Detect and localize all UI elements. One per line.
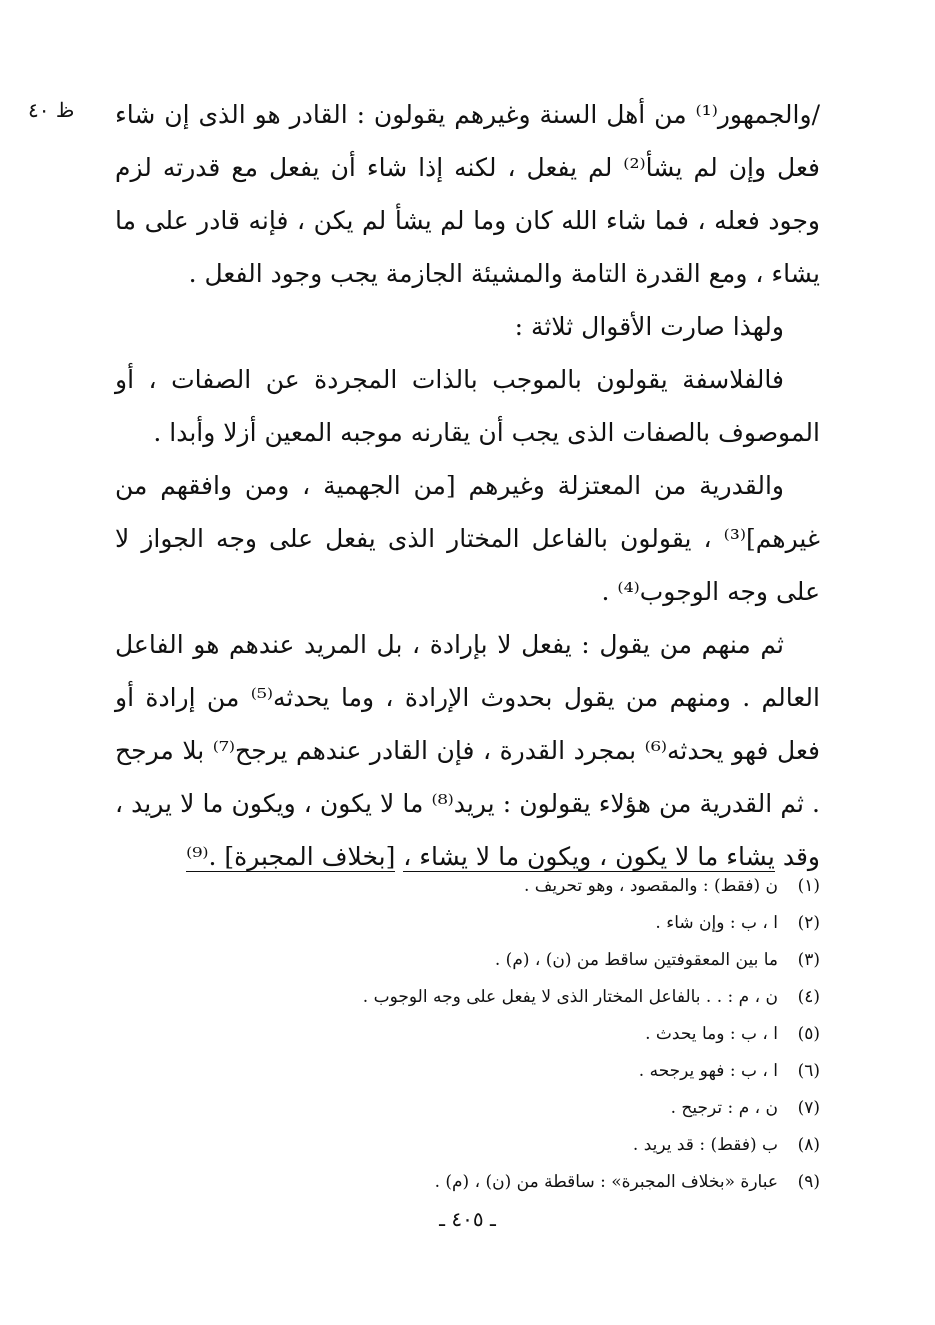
footnote-text: ب (فقط) : قد يريد .	[632, 1135, 778, 1155]
footnote-number: (٣)	[797, 950, 820, 970]
footnote-number: (٨)	[797, 1135, 820, 1155]
page-number	[0, 1207, 935, 1231]
paragraph-4: والقدرية من المعتزلة وغيرهم [من الجهمية ، ومن وافقهم من غيرهم]⁽³⁾ ، يقولون بالفاعل المختار الذى يفعل على وجه الجواز لا على وجه الوجوب⁽⁴⁾ .	[115, 471, 820, 606]
footnote-number: (٦)	[797, 1061, 820, 1081]
footnote-number: (٧)	[797, 1098, 820, 1118]
paragraph-5	[115, 618, 820, 883]
footnote-item	[115, 1016, 820, 1053]
footnote-number: (٥)	[797, 1024, 820, 1044]
footnote-text: ما بين المعقوفتين ساقط من (ن) ، (م) .	[494, 950, 778, 970]
underlined-bracket: [بخلاف المجبرة] .⁽⁹⁾	[186, 842, 396, 871]
last-line-plain: يشاء ما لا يكون ، ويكون ما لا يشاء ،	[403, 842, 775, 871]
paragraph-3: فالفلاسفة يقولون بالموجب بالذات المجردة عن الصفات ، أو الموصوف بالصفات الذى يجب أن يقارنه موجبه المعين أزلا وأبدا .	[115, 365, 820, 447]
footnote-item	[115, 1164, 820, 1201]
footnote-text: ا ، ب : فهو يرجحه .	[638, 1061, 778, 1081]
footnote-number: (١)	[797, 876, 820, 896]
footnotes	[115, 868, 820, 1201]
footnote-item	[115, 868, 820, 905]
body-text	[115, 88, 820, 883]
footnote-item	[115, 942, 820, 979]
paragraph-2: ولهذا صارت الأقوال ثلاثة :	[514, 312, 784, 341]
footnote-text: ا ، ب : وما يحدث .	[645, 1024, 778, 1044]
footnote-item	[115, 1127, 820, 1164]
footnote-item	[115, 979, 820, 1016]
margin-note: ظ ٤٠	[28, 98, 75, 122]
footnote-text: ن ، م : ترجيح .	[670, 1098, 778, 1118]
footnote-number: (٤)	[797, 987, 820, 1007]
footnote-text: عبارة «بخلاف المجبرة» : ساقطة من (ن) ، (م) .	[434, 1172, 778, 1192]
footnote-number: (٢)	[797, 913, 820, 933]
footnote-text: ا ، ب : وإن شاء .	[655, 913, 778, 933]
paragraph-1: /والجمهور⁽¹⁾ من أهل السنة وغيرهم يقولون : القادر هو الذى إن شاء فعل وإن لم يشأ⁽²⁾ لم يفعل ، لكنه إذا شاء أن يفعل مع قدرته لزم وجود فعله ، فما شاء الله كان وما لم يشأ لم يكن ، فإنه قادر على ما يشاء ، ومع القدرة التامة والمشيئة الجازمة يجب وجود الفعل .	[115, 100, 820, 288]
paragraph-5-text: ثم منهم من يقول : يفعل لا بإرادة ، بل المريد عندهم هو الفاعل العالم . ومنهم من يقول بحدوث الإرادة ، وما يحدثه⁽⁵⁾ من إرادة أو فعل فهو يحدثه⁽⁶⁾ بمجرد القدرة ، فإن القادر عندهم يرجح⁽⁷⁾ بلا مرجح . ثم القدرية من هؤلاء يقولون : يريد⁽⁸⁾ ما لا يكون ، ويكون ما لا يريد ، وقد	[115, 630, 820, 871]
page-number-text: ـ ٤٠٥ ـ	[439, 1207, 496, 1231]
footnote-number: (٩)	[797, 1172, 820, 1192]
footnote-text: ن ، م : . . بالفاعل المختار الذى لا يفعل على وجه الوجوب .	[362, 987, 778, 1007]
footnote-text: ن (فقط) : والمقصود ، وهو تحريف .	[523, 876, 778, 896]
footnote-item	[115, 1053, 820, 1090]
footnote-item	[115, 905, 820, 942]
footnote-item	[115, 1090, 820, 1127]
